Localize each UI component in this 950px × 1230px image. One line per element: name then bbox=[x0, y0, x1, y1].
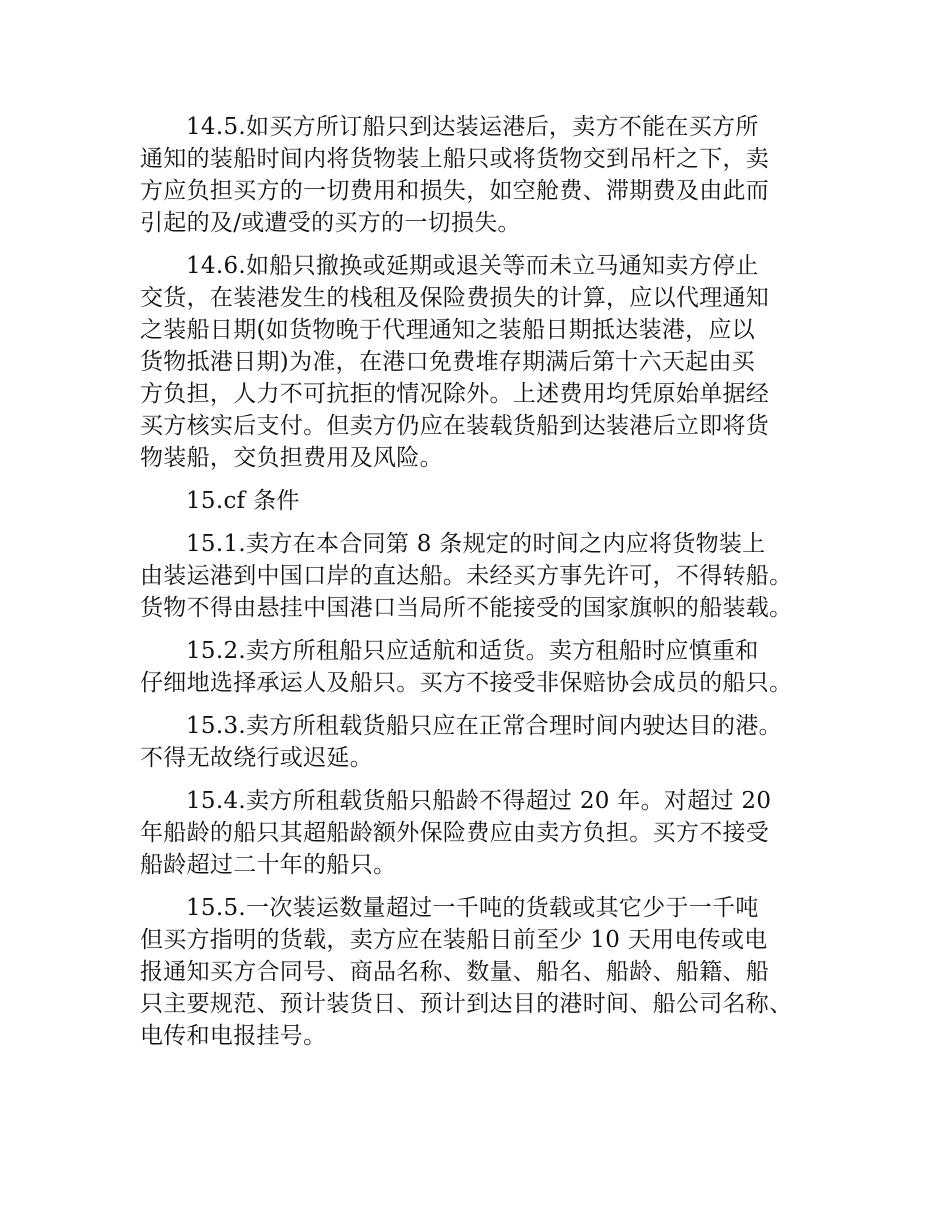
text-line: 14.5.如买方所订船只到达装运港后，卖方不能在买方所 bbox=[186, 114, 759, 140]
text-line: 报通知买方合同号、商品名称、数量、船名、船龄、船籍、船 bbox=[140, 959, 770, 985]
text-line: 15.5.一次装运数量超过一千吨的货载或其它少于一千吨 bbox=[186, 895, 759, 921]
section-title: 15.cf 条件 bbox=[186, 488, 300, 514]
clause-15-4 bbox=[140, 785, 840, 881]
clause-15-5 bbox=[140, 892, 840, 1052]
clause-15-1 bbox=[140, 528, 840, 624]
text-line: 方负担，人力不可抗拒的情况除外。上述费用均凭原始单据经 bbox=[140, 381, 770, 407]
text-line: 年船龄的船只其超船龄额外保险费应由卖方负担。买方不接受 bbox=[140, 820, 770, 846]
text-line: 船龄超过二十年的船只。 bbox=[140, 852, 397, 878]
text-line: 由装运港到中国口岸的直达船。未经买方事先许可，不得转船。 bbox=[140, 563, 793, 589]
clause-15-3 bbox=[140, 710, 840, 774]
text-line: 15.1.卖方在本合同第 8 条规定的时间之内应将货物装上 bbox=[186, 531, 766, 557]
text-line: 15.3.卖方所租载货船只应在正常合理时间内驶达目的港。 bbox=[186, 713, 782, 739]
text-line: 15.2.卖方所租船只应适航和适货。卖方租船时应慎重和 bbox=[186, 638, 759, 664]
text-line: 之装船日期(如货物晚于代理通知之装船日期抵达装港，应以 bbox=[140, 317, 756, 343]
text-line: 通知的装船时间内将货物装上船只或将货物交到吊杆之下，卖 bbox=[140, 146, 770, 172]
text-line: 方应负担买方的一切费用和损失，如空舱费、滞期费及由此而 bbox=[140, 178, 770, 204]
text-line: 买方核实后支付。但卖方仍应在装载货船到达装港后立即将货 bbox=[140, 413, 770, 439]
text-line: 只主要规范、预计装货日、预计到达目的港时间、船公司名称、 bbox=[140, 991, 793, 1017]
text-line: 货物抵港日期)为准，在港口免费堆存期满后第十六天起由买 bbox=[140, 349, 756, 375]
clause-14-6 bbox=[140, 250, 840, 474]
clause-14-5 bbox=[140, 111, 840, 239]
clause-15-2 bbox=[140, 635, 840, 699]
document-body bbox=[140, 111, 840, 1063]
text-line: 仔细地选择承运人及船只。买方不接受非保赔协会成员的船只。 bbox=[140, 670, 793, 696]
text-line: 引起的及/或遭受的买方的一切损失。 bbox=[140, 210, 521, 236]
text-line: 物装船，交负担费用及风险。 bbox=[140, 445, 443, 471]
text-line: 不得无故绕行或迟延。 bbox=[140, 745, 373, 771]
text-line: 但买方指明的货载，卖方应在装船日前至少 10 天用电传或电 bbox=[140, 927, 768, 953]
text-line: 货物不得由悬挂中国港口当局所不能接受的国家旗帜的船装载。 bbox=[140, 595, 793, 621]
text-line: 交货，在装港发生的栈租及保险费损失的计算，应以代理通知 bbox=[140, 285, 770, 311]
section-15-heading bbox=[140, 485, 840, 517]
text-line: 14.6.如船只撤换或延期或退关等而未立马通知卖方停止 bbox=[186, 253, 759, 279]
text-line: 15.4.卖方所租载货船只船龄不得超过 20 年。对超过 20 bbox=[186, 788, 772, 814]
text-line: 电传和电报挂号。 bbox=[140, 1023, 327, 1049]
